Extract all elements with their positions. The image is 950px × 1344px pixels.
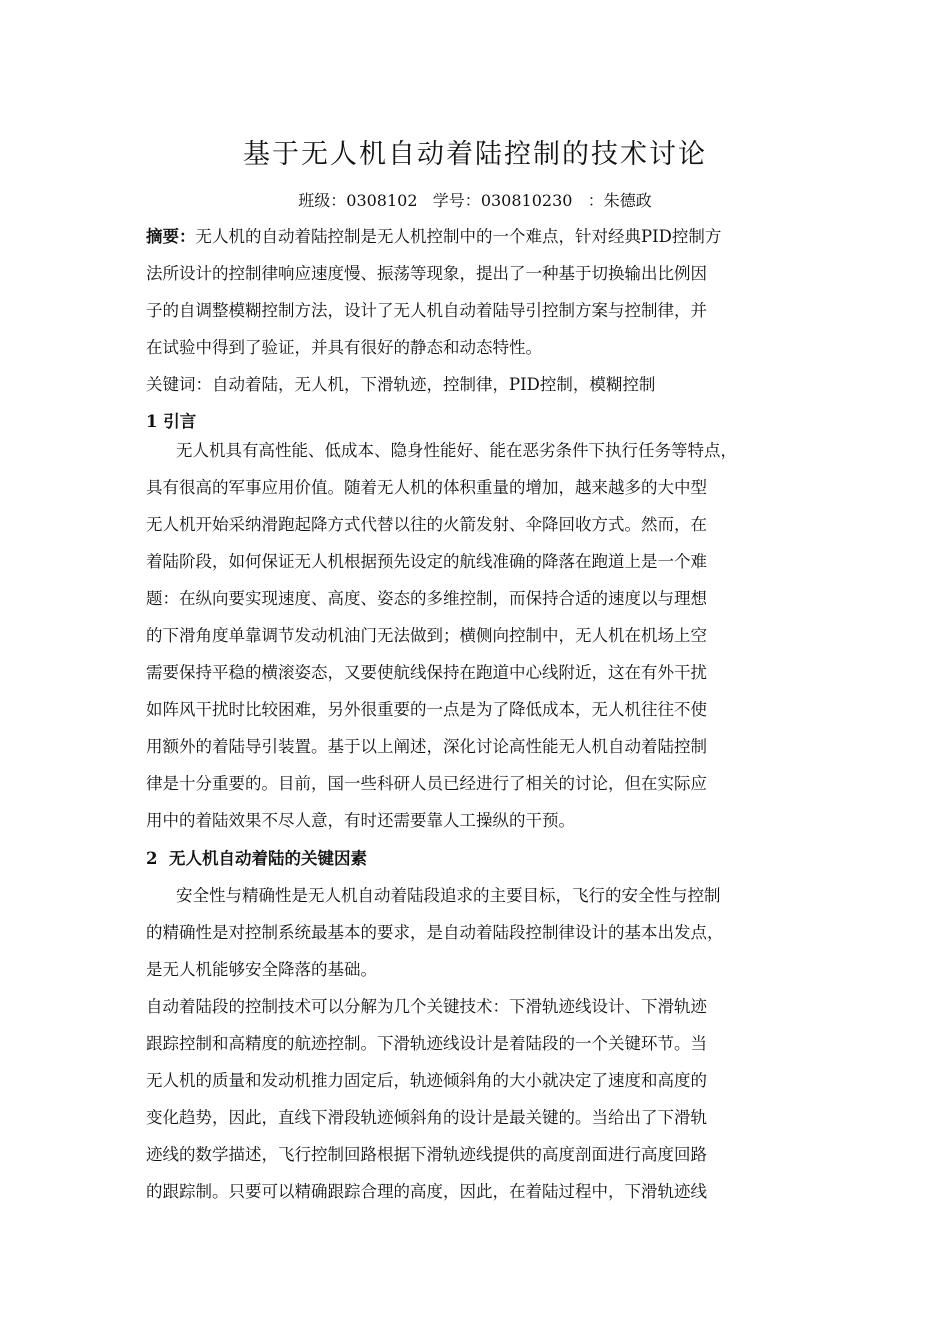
author-line bbox=[0, 188, 950, 211]
section-1-line: 无人机具有高性能、低成本、隐身性能好、能在恶劣条件下执行任务等特点， bbox=[176, 441, 737, 460]
abstract-line: 法所设计的控制律响应速度慢、振荡等现象，提出了一种基于切换输出比例因 bbox=[146, 264, 707, 283]
section-1-heading: 1 引言 bbox=[146, 412, 197, 431]
abstract-block bbox=[146, 218, 814, 440]
section-2-line: 的跟踪制。只要可以精确跟踪合理的高度，因此，在着陆过程中，下滑轨迹线 bbox=[146, 1182, 707, 1201]
section-2-line: 的精确性是对控制系统最基本的要求，是自动着陆段控制律设计的基本出发点， bbox=[146, 923, 724, 942]
section-2-block bbox=[146, 840, 814, 988]
abstract-line: 摘要：无人机的自动着陆控制是无人机控制中的一个难点，针对经典PID控制方 bbox=[146, 227, 722, 246]
name-label: ： bbox=[587, 191, 604, 210]
section-1-line: 如阵风干扰时比较困难，另外很重要的一点是为了降低成本，无人机往往不使 bbox=[146, 700, 707, 719]
class-value: 0308102 bbox=[346, 191, 418, 210]
section-1-line: 的下滑角度单靠调节发动机油门无法做到；横侧向控制中，无人机在机场上空 bbox=[146, 626, 707, 645]
section-1-line: 律是十分重要的。目前，国一些科研人员已经进行了相关的讨论，但在实际应 bbox=[146, 774, 707, 793]
section-1-body bbox=[146, 432, 814, 839]
section-2-line: 安全性与精确性是无人机自动着陆段追求的主要目标，飞行的安全性与控制 bbox=[176, 886, 721, 905]
section-1-line: 用中的着陆效果不尽人意，有时还需要靠人工操纵的干预。 bbox=[146, 811, 575, 830]
abstract-label: 摘要： bbox=[146, 227, 196, 246]
paper-title: 基于无人机自动着陆控制的技术讨论 bbox=[243, 139, 707, 170]
section-2-line: 自动着陆段的控制技术可以分解为几个关键技术：下滑轨迹线设计、下滑轨迹 bbox=[146, 997, 707, 1016]
abstract-line: 子的自调整模糊控制方法，设计了无人机自动着陆导引控制方案与控制律，并 bbox=[146, 301, 707, 320]
section-2-line: 迹线的数学描述，飞行控制回路根据下滑轨迹线提供的高度剖面进行高度回路 bbox=[146, 1145, 707, 1164]
class-label: 班级： bbox=[298, 191, 347, 210]
student-value: 030810230 bbox=[480, 191, 573, 210]
section-1-line: 用额外的着陆导引装置。基于以上阐述，深化讨论高性能无人机自动着陆控制 bbox=[146, 737, 707, 756]
section-2-line: 是无人机能够安全降落的基础。 bbox=[146, 960, 377, 979]
section-2-line: 跟踪控制和高精度的航迹控制。下滑轨迹线设计是着陆段的一个关键环节。当 bbox=[146, 1034, 707, 1053]
section-2-line: 无人机的质量和发动机推力固定后，轨迹倾斜角的大小就决定了速度和高度的 bbox=[146, 1071, 707, 1090]
section-1-line: 着陆阶段，如何保证无人机根据预先设定的航线准确的降落在跑道上是一个难 bbox=[146, 552, 707, 571]
section-1-line: 题：在纵向要实现速度、高度、姿态的多维控制，而保持合适的速度以与理想 bbox=[146, 589, 707, 608]
section-2-heading: 2 无人机自动着陆的关键因素 bbox=[146, 849, 367, 868]
student-label: 学号： bbox=[432, 191, 481, 210]
section-2-paragraph-2 bbox=[146, 988, 814, 1210]
name-value: 朱德政 bbox=[603, 191, 652, 210]
section-1-line: 具有很高的军事应用价值。随着无人机的体积重量的增加，越来越多的大中型 bbox=[146, 478, 707, 497]
section-1-line: 需要保持平稳的横滚姿态，又要使航线保持在跑道中心线附近，这在有外干扰 bbox=[146, 663, 707, 682]
keywords: 关键词：自动着陆，无人机，下滑轨迹，控制律，PID控制，模糊控制 bbox=[146, 375, 656, 394]
abstract-line: 在试验中得到了验证，并具有很好的静态和动态特性。 bbox=[146, 338, 542, 357]
section-2-line: 变化趋势，因此，直线下滑段轨迹倾斜角的设计是最关键的。当给出了下滑轨 bbox=[146, 1108, 707, 1127]
section-1-line: 无人机开始采纳滑跑起降方式代替以往的火箭发射、伞降回收方式。然而，在 bbox=[146, 515, 707, 534]
